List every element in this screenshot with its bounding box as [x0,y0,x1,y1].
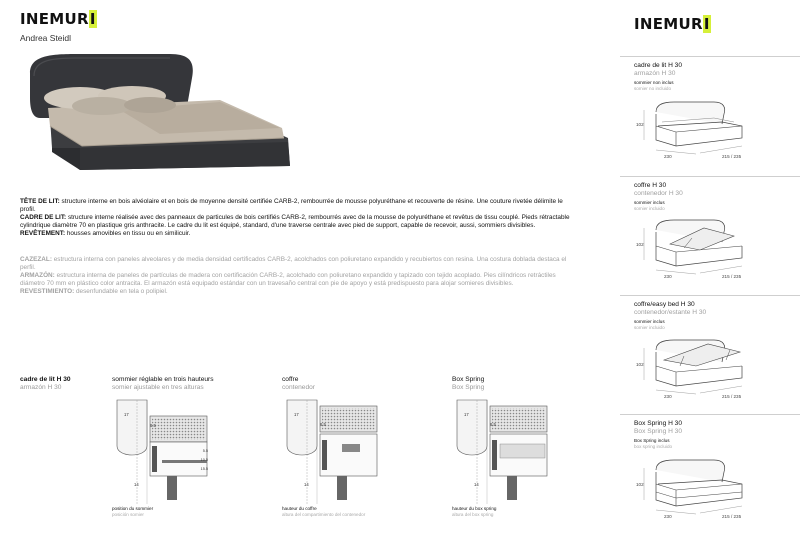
headboard-label-es: CAZEZAL: [20,256,52,263]
frame-label-es: ARMAZÓN: [20,272,55,280]
brand-logo [20,10,97,28]
caption-boxspring-es: altura del box spring [452,511,494,517]
sidebar-brand-logo [634,15,711,33]
sidebar-item-title: Box Spring H 30 [634,420,683,427]
section-drawing-adjustable [112,400,207,504]
sidebar-item-subtitle: contenedor/estante H 30 [634,309,707,316]
dim-depth: 215 / 235 [722,514,742,519]
dim-width: 230 [664,394,672,399]
dim-depth: 215 / 235 [722,154,742,159]
sidebar-item-boxspring [634,420,682,449]
description-fr [20,198,580,238]
dim-height: 102 [636,122,644,127]
dim-15-5: 15.5 [200,467,208,471]
sidebar-item-note-es: box spring incluido [634,443,673,449]
sidebar-item-note-es: somier incluido [634,205,665,211]
caption-storage [282,506,365,517]
sidebar-item-subtitle: Box Spring H 30 [634,428,683,435]
section-boxspring [452,376,484,392]
headboard-text: structure interne en bois alvéolaire et en bois de moyenne densité certifiée CARB-2, rembourrée de mousse polyuréthane et recouverte de résine. Une couture rivetée délimite le profil. [20,198,563,214]
sidebar-divider [620,176,800,177]
caption-storage-es: altura del compartimiento del contenedor [282,511,366,517]
sidebar-item-frame [634,62,682,91]
dim-6-5: 6.5 [320,422,326,427]
sidebar-item-note: sommier non inclus [634,80,674,85]
bed-photo [20,48,300,172]
sidebar-brand-main: INEMUR [634,15,703,33]
headboard-label: TÊTE DE LIT: [20,198,60,205]
sidebar-drawing-frame [634,100,750,160]
dim-depth: 215 / 235 [722,394,742,399]
section-boxspring-subtitle: Box Spring [452,384,485,391]
brand-name-main: INEMUR [20,10,89,28]
sidebar-item-title: cadre de lit H 30 [634,62,683,69]
dim-width: 230 [664,154,672,159]
sidebar-drawing-storage [634,218,750,280]
dim-14: 14 [134,482,139,487]
dim-width: 230 [664,514,672,519]
section-adjustable [112,376,214,392]
sidebar-item-subtitle: armazón H 30 [634,70,676,77]
cover-label-es: REVESTIMIENTO: [20,288,75,296]
section-frame [20,376,71,392]
section-storage-subtitle: contenedor [282,384,315,391]
caption-adjustable [112,506,153,517]
sidebar-item-note-es: somier incluido [634,324,665,330]
designer-name: Andrea Steidl [20,33,72,43]
section-storage [282,376,315,392]
dim-width: 230 [664,274,672,279]
sidebar-item-note: sommier inclus [634,200,665,205]
frame-label: CADRE DE LIT: [20,214,67,222]
dim-5-5: 5.5 [202,449,208,453]
caption-adjustable-fr: position du sommier [112,506,154,511]
section-frame-title: cadre de lit H 30 [20,376,71,383]
caption-boxspring [452,506,496,517]
section-adjustable-title: sommier réglable en trois hauteurs [112,376,214,383]
caption-boxspring-fr: hauteur du box spring [452,506,497,511]
dim-6-5: 6.5 [150,423,156,428]
dim-17: 17 [124,412,129,417]
sidebar-item-subtitle: contenedor H 30 [634,190,683,197]
headboard-text-es: estructura interna con paneles alveolares y de media densidad certificados CARB-2, acolchados con poliuretano expandido y recubiertos con resina. Una costura doblada destaca el perfil. [20,256,567,272]
section-adjustable-subtitle: somier ajustable en tres alturas [112,384,204,391]
caption-storage-fr: hauteur du coffre [282,506,317,511]
sidebar-drawing-boxspring [634,458,750,520]
sidebar-divider [620,414,800,415]
dim-14: 14 [304,482,309,487]
brand-name-highlight: I [89,10,96,28]
frame-text-es: estructura interna de paneles de partículas de madera con certificación CARB-2, acolchado con poliuretano expandido y tapizado con tejido acoplado. Pies cilíndricos retráctiles diámetro 70 mm en plástico color antracita. El armazón está equipado estándar con un travesaño central con pie de apoyo y está predispuesto para alojar somieres divisibles. [20,272,556,288]
sidebar-item-note-es: somier no incluido [634,85,672,91]
sidebar-item-easybed [634,301,706,330]
sidebar-item-storage [634,182,683,211]
dim-14: 14 [474,482,479,487]
sidebar-divider [620,56,800,57]
sidebar-brand-highlight: I [703,15,710,33]
cover-label: REVÊTEMENT: [20,230,66,238]
dim-17: 17 [464,412,469,417]
dim-height: 102 [636,482,644,487]
dim-10-5: 10.5 [200,458,208,462]
section-boxspring-title: Box Spring [452,376,485,383]
sidebar-item-title: coffre H 30 [634,182,667,189]
sidebar-drawing-easybed [634,338,750,400]
cover-text: housses amovibles en tissu ou en similicuir. [66,230,191,238]
dim-height: 102 [636,242,644,247]
description-es [20,256,580,296]
caption-adjustable-es: posición somier [112,511,144,517]
section-frame-subtitle: armazón H 30 [20,384,62,391]
dim-height: 102 [636,362,644,367]
dim-depth: 215 / 235 [722,274,742,279]
sidebar-item-note: sommier inclus [634,319,665,324]
section-drawing-boxspring [452,400,547,504]
sidebar-item-title: coffre/easy bed H 30 [634,301,695,308]
section-drawing-storage [282,400,377,504]
cover-text-es: desenfundable en tela o polipiel. [76,288,168,296]
sidebar-item-note: Box Spring inclus [634,438,670,443]
section-storage-title: coffre [282,376,299,383]
dim-6-5: 6.5 [490,422,496,427]
dim-17: 17 [294,412,299,417]
sidebar-divider [620,295,800,296]
frame-text: structure interne réalisée avec des panneaux de particules de bois certifiés CARB-2, rembourrés avec de la mousse de polyuréthane et revêtus de tissu couplé. Pieds rétractable cylindrique diamètre 70 en plastique gris anthracite. Le cadre du lit est équipé, standard, d'une traverse centrale avec pied de support, capable de recevoir, aussi, sommiers divisibles. [20,214,570,230]
